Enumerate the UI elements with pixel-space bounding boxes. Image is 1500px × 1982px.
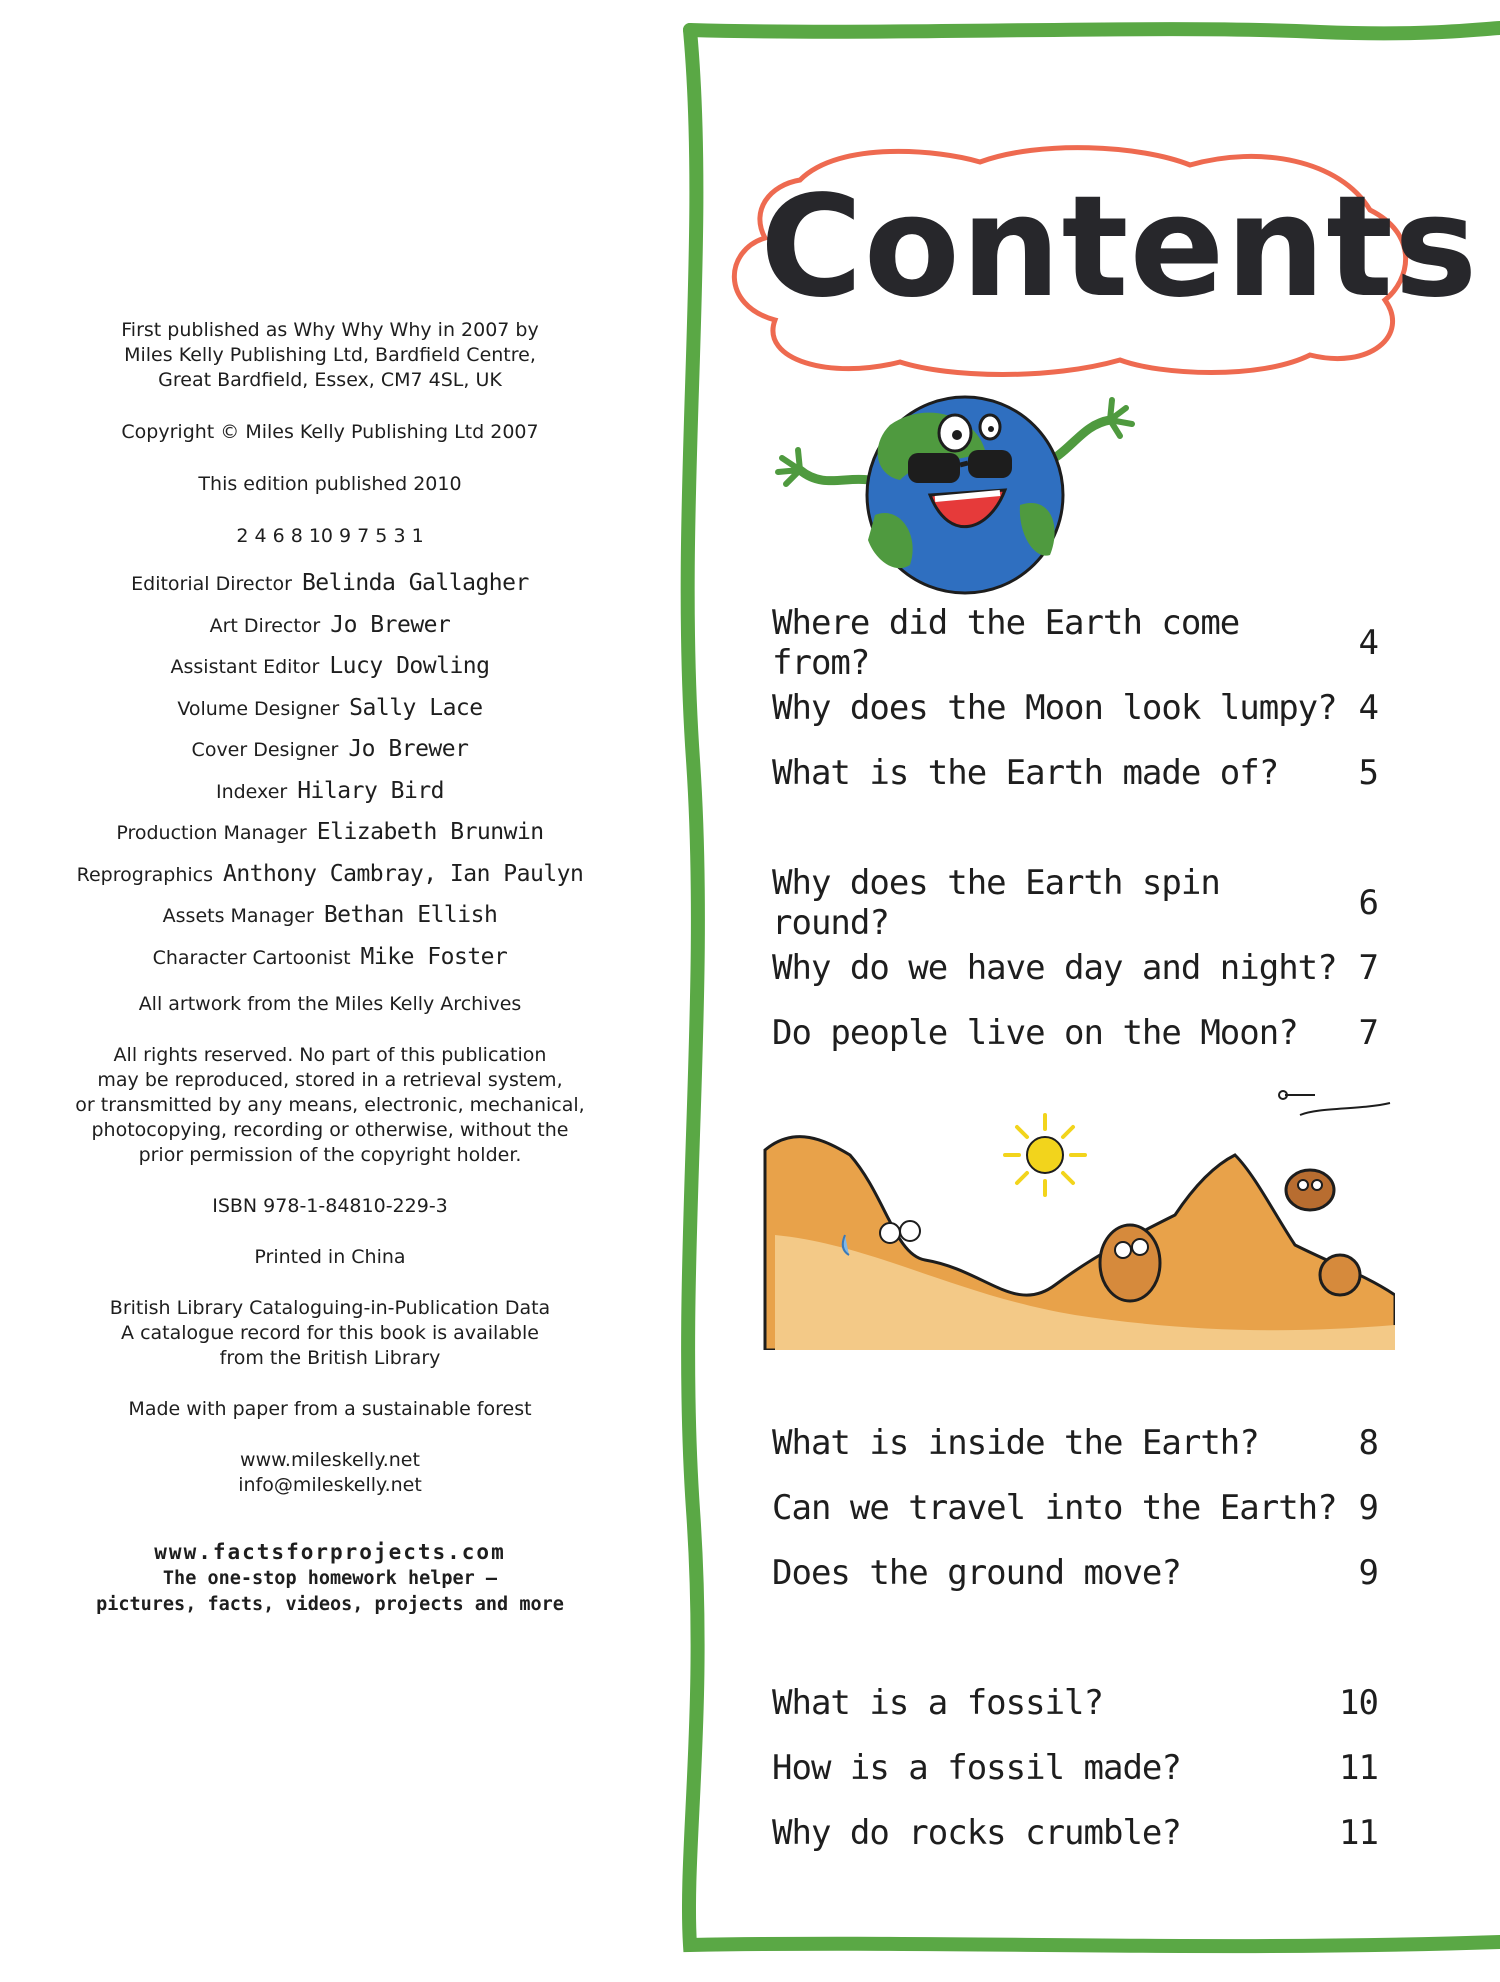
facts-url[interactable]: www.factsforprojects.com [154,1540,506,1564]
credit-name: Jo Brewer [330,611,451,638]
toc-entry[interactable] [772,1800,1378,1865]
toc-entry[interactable] [772,1735,1378,1800]
credit-role: Reprographics [76,863,213,886]
toc-question: Why do we have day and night? [772,947,1337,988]
credit-name: Anthony Cambray, Ian Paulyn [222,860,584,887]
credit-role: Art Director [209,614,321,637]
toc-page-number: 7 [1358,1012,1378,1053]
rights-notice: All rights reserved. No part of this publication may be reproduced, stored in a retrieval system, or transmitted by any means, electronic, mechanical, photocopying, recording or otherwise, without the prior permission of the copyright holder. [75,1044,585,1166]
toc-question: What is the Earth made of? [772,752,1279,793]
credit-name: Mike Foster [360,943,508,970]
toc-question: Can we travel into the Earth? [772,1487,1337,1528]
toc-question: Do people live on the Moon? [772,1012,1298,1053]
credit-role: Volume Designer [177,697,340,720]
toc-entry[interactable] [772,675,1378,740]
toc-question: What is inside the Earth? [772,1422,1259,1463]
toc-page-number: 8 [1358,1422,1378,1463]
credit-name: Bethan Ellish [323,902,498,928]
toc-entry[interactable] [772,602,1378,683]
credit-name: Sally Lace [349,694,483,721]
toc-question: Where did the Earth come from? [772,602,1240,683]
globe-cartoon-illustration [750,395,1170,595]
credit-name: Lucy Dowling [329,653,490,679]
website-link[interactable]: www.mileskelly.net [240,1449,420,1471]
toc-group [772,1670,1378,1865]
credit-role: Cover Designer [191,739,339,761]
toc-group [772,602,1378,805]
copyright-line: Copyright © Miles Kelly Publishing Ltd 2007 [121,421,539,443]
toc-question: Why does the Moon look lumpy? [772,687,1337,728]
isbn-line: ISBN 978-1-84810-229-3 [212,1195,448,1217]
toc-question: What is a fossil? [772,1682,1103,1723]
contents-title: Contents [760,166,1479,329]
credit-name: Hilary Bird [297,777,445,804]
paper-note: Made with paper from a sustainable forest [128,1398,532,1420]
print-line: 2 4 6 8 10 9 7 5 3 1 [236,525,424,547]
toc-page-number: 5 [1358,752,1378,793]
toc-page-number: 10 [1339,1682,1378,1723]
toc-entry[interactable] [772,1670,1378,1735]
artwork-credit: All artwork from the Miles Kelly Archives [138,993,522,1015]
credit-name: Jo Brewer [348,736,469,762]
toc-page-number: 7 [1358,947,1378,988]
toc-entry[interactable] [772,1540,1378,1605]
facts-tagline: pictures, facts, videos, projects and more [96,1594,564,1615]
toc-entry[interactable] [772,935,1378,1000]
toc-group [772,862,1378,1065]
first-published-note: First published as Why Why Why in 2007 by Miles Kelly Publishing Ltd, Bardfield Centre, Great Bardfield, Essex, CM7 4SL, UK [121,319,539,391]
toc-question: Why does the Earth spin round? [772,862,1220,943]
toc-page-number: 9 [1358,1487,1378,1528]
credit-role: Editorial Director [131,573,292,595]
credit-role: Character Cartoonist [152,946,351,969]
toc-page-number: 4 [1358,622,1378,663]
cip-notice: British Library Cataloguing-in-Publication Data A catalogue record for this book is available from the British Library [109,1297,551,1369]
toc-page-number: 11 [1339,1747,1378,1788]
credit-name: Belinda Gallagher [301,570,529,596]
credit-role: Assistant Editor [170,656,320,678]
toc-page-number: 9 [1358,1552,1378,1593]
credit-role: Indexer [215,780,288,803]
toc-entry[interactable] [772,862,1378,943]
toc-page-number: 6 [1358,882,1378,923]
toc-question: Does the ground move? [772,1552,1181,1593]
toc-page-number: 4 [1358,687,1378,728]
edition-line: This edition published 2010 [198,473,462,495]
toc-entry[interactable] [772,1000,1378,1065]
credit-role: Assets Manager [162,905,314,927]
toc-group [772,1410,1378,1605]
toc-entry[interactable] [772,1475,1378,1540]
rocky-landscape-illustration [755,1085,1395,1350]
toc-page-number: 11 [1339,1812,1378,1853]
toc-question: How is a fossil made? [772,1747,1181,1788]
toc-question: Why do rocks crumble? [772,1812,1181,1853]
toc-entry[interactable] [772,740,1378,805]
email-link[interactable]: info@mileskelly.net [238,1474,422,1496]
credit-name: Elizabeth Brunwin [316,819,544,845]
credit-role: Production Manager [116,822,307,844]
facts-tagline: The one-stop homework helper – [162,1568,498,1589]
toc-entry[interactable] [772,1410,1378,1475]
printed-line: Printed in China [254,1246,406,1268]
